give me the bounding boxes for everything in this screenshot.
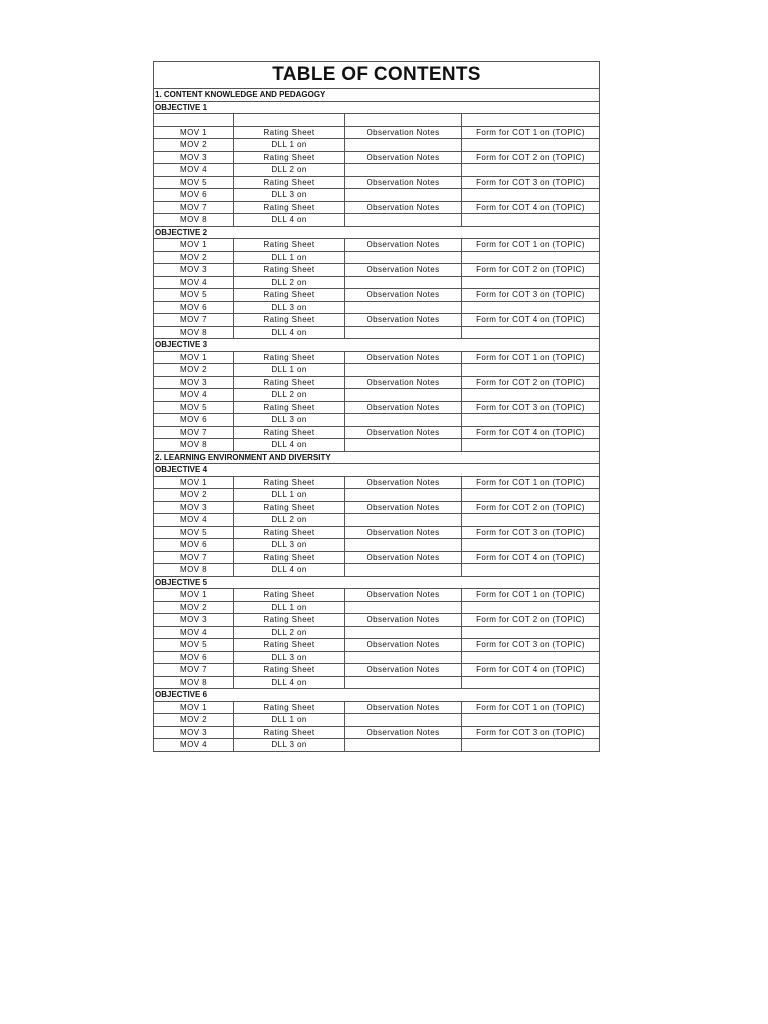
observation-notes-cell (345, 364, 462, 377)
table-row (154, 726, 600, 739)
observation-notes-cell: Observation Notes (345, 376, 462, 389)
mov-cell: MOV 1 (154, 476, 234, 489)
table-of-contents-sheet (153, 61, 600, 752)
observation-notes-cell: Observation Notes (345, 614, 462, 627)
observation-notes-cell: Observation Notes (345, 664, 462, 677)
rating-sheet-cell: DLL 1 on (234, 251, 345, 264)
objective-row (154, 339, 600, 352)
mov-cell: MOV 6 (154, 539, 234, 552)
rating-sheet-cell: DLL 3 on (234, 414, 345, 427)
table-row (154, 664, 600, 677)
mov-cell: MOV 6 (154, 189, 234, 202)
mov-cell: MOV 4 (154, 389, 234, 402)
table-row (154, 151, 600, 164)
mov-cell: MOV 3 (154, 726, 234, 739)
objective-row (154, 576, 600, 589)
table-row (154, 164, 600, 177)
mov-cell: MOV 2 (154, 714, 234, 727)
mov-cell: MOV 1 (154, 126, 234, 139)
cot-form-cell (462, 276, 600, 289)
rating-sheet-cell: DLL 3 on (234, 651, 345, 664)
cot-form-cell (462, 489, 600, 502)
empty-cell (234, 114, 345, 127)
table-row (154, 264, 600, 277)
section-heading: 1. CONTENT KNOWLEDGE AND PEDAGOGY (154, 89, 600, 102)
observation-notes-cell (345, 439, 462, 452)
rating-sheet-cell: DLL 2 on (234, 626, 345, 639)
mov-cell: MOV 8 (154, 326, 234, 339)
objective-label: OBJECTIVE 6 (154, 689, 600, 702)
rating-sheet-cell: DLL 1 on (234, 489, 345, 502)
mov-cell: MOV 8 (154, 564, 234, 577)
objective-label: OBJECTIVE 4 (154, 464, 600, 477)
rating-sheet-cell: DLL 3 on (234, 539, 345, 552)
observation-notes-cell: Observation Notes (345, 701, 462, 714)
objective-label: OBJECTIVE 5 (154, 576, 600, 589)
table-row (154, 189, 600, 202)
cot-form-cell: Form for COT 3 on (TOPIC) (462, 176, 600, 189)
observation-notes-cell: Observation Notes (345, 476, 462, 489)
observation-notes-cell: Observation Notes (345, 314, 462, 327)
mov-cell: MOV 7 (154, 426, 234, 439)
observation-notes-cell: Observation Notes (345, 201, 462, 214)
rating-sheet-cell: Rating Sheet (234, 551, 345, 564)
observation-notes-cell (345, 676, 462, 689)
observation-notes-cell (345, 626, 462, 639)
cot-form-cell (462, 439, 600, 452)
observation-notes-cell: Observation Notes (345, 589, 462, 602)
table-row (154, 251, 600, 264)
rating-sheet-cell: Rating Sheet (234, 239, 345, 252)
table-row (154, 376, 600, 389)
cot-form-cell (462, 364, 600, 377)
objective-row (154, 689, 600, 702)
table-row (154, 614, 600, 627)
table-row (154, 651, 600, 664)
mov-cell: MOV 8 (154, 439, 234, 452)
table-row (154, 701, 600, 714)
cot-form-cell (462, 414, 600, 427)
rating-sheet-cell: Rating Sheet (234, 664, 345, 677)
cot-form-cell: Form for COT 3 on (TOPIC) (462, 726, 600, 739)
mov-cell: MOV 3 (154, 614, 234, 627)
rating-sheet-cell: Rating Sheet (234, 726, 345, 739)
rating-sheet-cell: DLL 3 on (234, 301, 345, 314)
cot-form-cell (462, 251, 600, 264)
cot-form-cell (462, 539, 600, 552)
observation-notes-cell: Observation Notes (345, 351, 462, 364)
mov-cell: MOV 2 (154, 489, 234, 502)
sheet-body (154, 62, 600, 752)
cot-form-cell: Form for COT 1 on (TOPIC) (462, 239, 600, 252)
cot-form-cell: Form for COT 4 on (TOPIC) (462, 664, 600, 677)
empty-cell (345, 114, 462, 127)
rating-sheet-cell: DLL 4 on (234, 439, 345, 452)
rating-sheet-cell: Rating Sheet (234, 376, 345, 389)
page-title: TABLE OF CONTENTS (154, 62, 600, 89)
rating-sheet-cell: Rating Sheet (234, 401, 345, 414)
cot-form-cell (462, 651, 600, 664)
table-row (154, 326, 600, 339)
observation-notes-cell (345, 214, 462, 227)
rating-sheet-cell: Rating Sheet (234, 201, 345, 214)
mov-cell: MOV 4 (154, 514, 234, 527)
observation-notes-cell (345, 414, 462, 427)
mov-cell: MOV 2 (154, 251, 234, 264)
rating-sheet-cell: DLL 1 on (234, 601, 345, 614)
blank-row (154, 114, 600, 127)
mov-cell: MOV 8 (154, 214, 234, 227)
mov-cell: MOV 1 (154, 589, 234, 602)
rating-sheet-cell: DLL 4 on (234, 214, 345, 227)
rating-sheet-cell: DLL 4 on (234, 564, 345, 577)
observation-notes-cell: Observation Notes (345, 426, 462, 439)
observation-notes-cell (345, 489, 462, 502)
rating-sheet-cell: DLL 2 on (234, 389, 345, 402)
objective-label: OBJECTIVE 3 (154, 339, 600, 352)
mov-cell: MOV 5 (154, 526, 234, 539)
cot-form-cell: Form for COT 4 on (TOPIC) (462, 314, 600, 327)
table-row (154, 589, 600, 602)
observation-notes-cell: Observation Notes (345, 726, 462, 739)
table-row (154, 351, 600, 364)
rating-sheet-cell: DLL 3 on (234, 189, 345, 202)
rating-sheet-cell: DLL 4 on (234, 676, 345, 689)
section-heading-row (154, 451, 600, 464)
observation-notes-cell (345, 189, 462, 202)
table-row (154, 301, 600, 314)
table-row (154, 551, 600, 564)
table-row (154, 489, 600, 502)
table-row (154, 126, 600, 139)
table-row (154, 739, 600, 752)
table-row (154, 714, 600, 727)
cot-form-cell: Form for COT 1 on (TOPIC) (462, 701, 600, 714)
table-row (154, 514, 600, 527)
rating-sheet-cell: Rating Sheet (234, 126, 345, 139)
observation-notes-cell: Observation Notes (345, 289, 462, 302)
observation-notes-cell (345, 514, 462, 527)
cot-form-cell (462, 389, 600, 402)
cot-form-cell (462, 326, 600, 339)
rating-sheet-cell: Rating Sheet (234, 264, 345, 277)
rating-sheet-cell: Rating Sheet (234, 351, 345, 364)
mov-cell: MOV 3 (154, 501, 234, 514)
mov-cell: MOV 8 (154, 676, 234, 689)
table-row (154, 214, 600, 227)
cot-form-cell: Form for COT 4 on (TOPIC) (462, 426, 600, 439)
cot-form-cell (462, 739, 600, 752)
rating-sheet-cell: Rating Sheet (234, 589, 345, 602)
mov-cell: MOV 6 (154, 301, 234, 314)
table-row (154, 201, 600, 214)
table-row (154, 176, 600, 189)
cot-form-cell: Form for COT 2 on (TOPIC) (462, 151, 600, 164)
empty-cell (154, 114, 234, 127)
table-row (154, 364, 600, 377)
rating-sheet-cell: Rating Sheet (234, 314, 345, 327)
table-row (154, 564, 600, 577)
mov-cell: MOV 7 (154, 551, 234, 564)
mov-cell: MOV 4 (154, 739, 234, 752)
cot-form-cell: Form for COT 1 on (TOPIC) (462, 476, 600, 489)
rating-sheet-cell: DLL 3 on (234, 739, 345, 752)
title-row (154, 62, 600, 89)
cot-form-cell (462, 214, 600, 227)
rating-sheet-cell: Rating Sheet (234, 614, 345, 627)
mov-cell: MOV 4 (154, 276, 234, 289)
mov-cell: MOV 5 (154, 176, 234, 189)
observation-notes-cell (345, 564, 462, 577)
rating-sheet-cell: Rating Sheet (234, 701, 345, 714)
cot-form-cell: Form for COT 2 on (TOPIC) (462, 376, 600, 389)
mov-cell: MOV 5 (154, 289, 234, 302)
table-row (154, 676, 600, 689)
table-row (154, 276, 600, 289)
mov-cell: MOV 7 (154, 201, 234, 214)
cot-form-cell (462, 626, 600, 639)
rating-sheet-cell: DLL 2 on (234, 514, 345, 527)
mov-cell: MOV 1 (154, 701, 234, 714)
mov-cell: MOV 2 (154, 139, 234, 152)
observation-notes-cell: Observation Notes (345, 126, 462, 139)
rating-sheet-cell: Rating Sheet (234, 639, 345, 652)
empty-cell (462, 114, 600, 127)
cot-form-cell: Form for COT 1 on (TOPIC) (462, 126, 600, 139)
mov-cell: MOV 1 (154, 239, 234, 252)
rating-sheet-cell: DLL 2 on (234, 276, 345, 289)
cot-form-cell (462, 676, 600, 689)
rating-sheet-cell: Rating Sheet (234, 526, 345, 539)
table-row (154, 139, 600, 152)
cot-form-cell: Form for COT 2 on (TOPIC) (462, 501, 600, 514)
observation-notes-cell (345, 164, 462, 177)
cot-form-cell: Form for COT 4 on (TOPIC) (462, 551, 600, 564)
cot-form-cell: Form for COT 1 on (TOPIC) (462, 589, 600, 602)
observation-notes-cell (345, 251, 462, 264)
rating-sheet-cell: Rating Sheet (234, 151, 345, 164)
mov-cell: MOV 2 (154, 364, 234, 377)
cot-form-cell (462, 164, 600, 177)
mov-cell: MOV 3 (154, 264, 234, 277)
rating-sheet-cell: DLL 1 on (234, 139, 345, 152)
mov-cell: MOV 3 (154, 151, 234, 164)
table-row (154, 314, 600, 327)
observation-notes-cell (345, 651, 462, 664)
observation-notes-cell (345, 139, 462, 152)
rating-sheet-cell: DLL 2 on (234, 164, 345, 177)
mov-cell: MOV 1 (154, 351, 234, 364)
observation-notes-cell (345, 539, 462, 552)
mov-cell: MOV 7 (154, 314, 234, 327)
observation-notes-cell: Observation Notes (345, 639, 462, 652)
mov-cell: MOV 7 (154, 664, 234, 677)
observation-notes-cell: Observation Notes (345, 526, 462, 539)
rating-sheet-cell: Rating Sheet (234, 501, 345, 514)
mov-cell: MOV 3 (154, 376, 234, 389)
table-row (154, 289, 600, 302)
objective-label: OBJECTIVE 1 (154, 101, 600, 114)
table-row (154, 539, 600, 552)
rating-sheet-cell: Rating Sheet (234, 289, 345, 302)
observation-notes-cell (345, 326, 462, 339)
cot-form-cell: Form for COT 3 on (TOPIC) (462, 401, 600, 414)
cot-form-cell: Form for COT 2 on (TOPIC) (462, 614, 600, 627)
table-row (154, 439, 600, 452)
table-row (154, 401, 600, 414)
mov-cell: MOV 4 (154, 164, 234, 177)
table-row (154, 639, 600, 652)
mov-cell: MOV 2 (154, 601, 234, 614)
table-row (154, 389, 600, 402)
table-row (154, 476, 600, 489)
objective-row (154, 101, 600, 114)
objective-label: OBJECTIVE 2 (154, 226, 600, 239)
table-row (154, 239, 600, 252)
cot-form-cell (462, 601, 600, 614)
mov-cell: MOV 5 (154, 401, 234, 414)
mov-cell: MOV 6 (154, 651, 234, 664)
cot-form-cell (462, 714, 600, 727)
cot-form-cell: Form for COT 1 on (TOPIC) (462, 351, 600, 364)
observation-notes-cell: Observation Notes (345, 401, 462, 414)
table-row (154, 526, 600, 539)
table-row (154, 426, 600, 439)
cot-form-cell (462, 189, 600, 202)
observation-notes-cell (345, 276, 462, 289)
rating-sheet-cell: DLL 1 on (234, 714, 345, 727)
cot-form-cell (462, 139, 600, 152)
observation-notes-cell (345, 714, 462, 727)
observation-notes-cell: Observation Notes (345, 501, 462, 514)
cot-form-cell (462, 564, 600, 577)
cot-form-cell (462, 514, 600, 527)
observation-notes-cell: Observation Notes (345, 176, 462, 189)
mov-cell: MOV 4 (154, 626, 234, 639)
observation-notes-cell: Observation Notes (345, 264, 462, 277)
observation-notes-cell: Observation Notes (345, 551, 462, 564)
section-heading: 2. LEARNING ENVIRONMENT AND DIVERSITY (154, 451, 600, 464)
cot-form-cell: Form for COT 2 on (TOPIC) (462, 264, 600, 277)
table-row (154, 601, 600, 614)
rating-sheet-cell: DLL 1 on (234, 364, 345, 377)
table-row (154, 501, 600, 514)
cot-form-cell (462, 301, 600, 314)
cot-form-cell: Form for COT 3 on (TOPIC) (462, 526, 600, 539)
observation-notes-cell (345, 389, 462, 402)
observation-notes-cell (345, 301, 462, 314)
table-row (154, 626, 600, 639)
cot-form-cell: Form for COT 4 on (TOPIC) (462, 201, 600, 214)
section-heading-row (154, 89, 600, 102)
rating-sheet-cell: Rating Sheet (234, 476, 345, 489)
observation-notes-cell: Observation Notes (345, 239, 462, 252)
objective-row (154, 226, 600, 239)
mov-cell: MOV 6 (154, 414, 234, 427)
rating-sheet-cell: Rating Sheet (234, 176, 345, 189)
observation-notes-cell (345, 601, 462, 614)
cot-form-cell: Form for COT 3 on (TOPIC) (462, 639, 600, 652)
observation-notes-cell: Observation Notes (345, 151, 462, 164)
observation-notes-cell (345, 739, 462, 752)
table-row (154, 414, 600, 427)
rating-sheet-cell: DLL 4 on (234, 326, 345, 339)
cot-form-cell: Form for COT 3 on (TOPIC) (462, 289, 600, 302)
mov-cell: MOV 5 (154, 639, 234, 652)
objective-row (154, 464, 600, 477)
rating-sheet-cell: Rating Sheet (234, 426, 345, 439)
